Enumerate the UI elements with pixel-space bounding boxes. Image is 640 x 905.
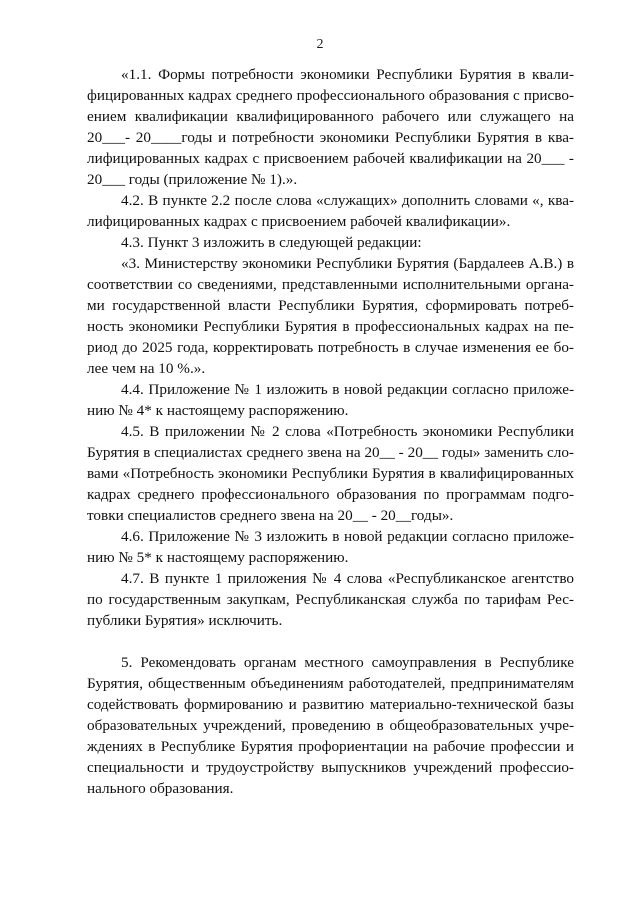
paragraph-line: 4.7. В пункте 1 приложения № 4 слова «Республиканское агентство — [121, 570, 574, 587]
paragraph-line: ждениях в Республике Бурятия профориентации на рабочие профессии и — [87, 738, 574, 755]
paragraph-line: ением квалификации квалифицированного рабочего или служащего на — [87, 108, 574, 125]
paragraph-line: вами «Потребность экономики Республики Бурятия в квалифицированных — [87, 465, 574, 482]
paragraph-line: ность экономики Республики Бурятия в профессиональных кадрах на пе- — [87, 318, 574, 335]
paragraph-line: «3. Министерству экономики Республики Бурятия (Бардалеев А.В.) в — [121, 255, 574, 272]
paragraph-line: 4.2. В пункте 2.2 после слова «служащих» дополнить словами «, ква- — [121, 192, 574, 209]
paragraph-line: нию № 5* к настоящему распоряжению. — [87, 549, 349, 566]
paragraph-line: 20___ годы (приложение № 1).». — [87, 171, 298, 188]
paragraph-line: 4.4. Приложение № 1 изложить в новой редакции согласно приложе- — [121, 381, 574, 398]
paragraph-line: соответствии со сведениями, представленными исполнительными органа- — [87, 276, 574, 293]
paragraph-line: 5. Рекомендовать органам местного самоуправления в Республике — [121, 654, 574, 671]
paragraph-line: лее чем на 10 %.». — [87, 360, 206, 377]
paragraph-line: содействовать формированию и развитию материально-технической базы — [87, 696, 574, 713]
page-number: 2 — [316, 37, 324, 52]
paragraph-line: публики Бурятия» исключить. — [87, 612, 283, 629]
paragraph-line: лифицированных кадрах с присвоением рабочей квалификации на 20___ - — [87, 150, 574, 167]
paragraph-line: Бурятия, общественным объединениям работодателей, предпринимателям — [87, 675, 574, 692]
paragraph-line: лифицированных кадрах с присвоением рабочей квалификации». — [87, 213, 511, 230]
paragraph-line: по государственным закупкам, Республиканская служба по тарифам Рес- — [87, 591, 574, 608]
paragraph-line: 4.5. В приложении № 2 слова «Потребность экономики Республики — [121, 423, 574, 440]
paragraph-line: нального образования. — [87, 780, 234, 797]
paragraph-line: нию № 4* к настоящему распоряжению. — [87, 402, 349, 419]
paragraph-line: риод до 2025 года, корректировать потребность в случае изменения ее бо- — [87, 339, 574, 356]
paragraph-line: товки специалистов среднего звена на 20__ - 20__годы». — [87, 507, 454, 524]
paragraph-line: «1.1. Формы потребности экономики Республики Бурятия в квали- — [121, 66, 574, 83]
paragraph-line: кадрах среднего профессионального образования по программам подго- — [87, 486, 574, 503]
paragraph-line: специальности и трудоустройству выпускников учреждений профессио- — [87, 759, 574, 776]
paragraph-line: 4.3. Пункт 3 изложить в следующей редакции: — [121, 234, 422, 251]
paragraph-line: образовательных учреждений, проведению в общеобразовательных учре- — [87, 717, 574, 734]
paragraph-line: Бурятия в специалистах среднего звена на 20__ - 20__ годы» заменить сло- — [87, 444, 574, 461]
paragraph-line: 20___- 20____годы и потребности экономики Республики Бурятия в ква- — [87, 129, 574, 146]
paragraph-line: ми государственной власти Республики Бурятия, сформировать потреб- — [87, 297, 574, 314]
paragraph-line: 4.6. Приложение № 3 изложить в новой редакции согласно приложе- — [121, 528, 574, 545]
paragraph-line: фицированных кадрах среднего профессионального образования с присво- — [87, 87, 574, 104]
